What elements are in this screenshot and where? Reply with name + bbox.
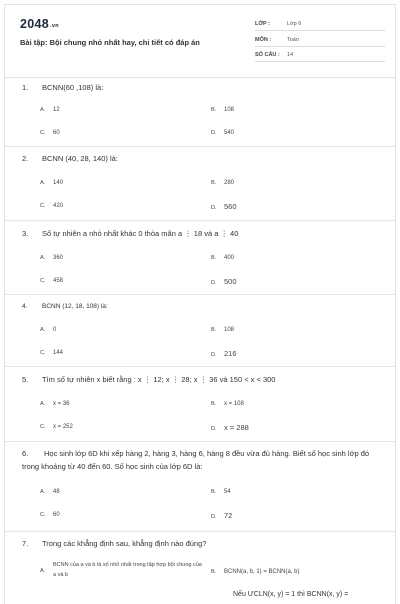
option-b[interactable] bbox=[211, 401, 244, 407]
meta-count-key: SỐ CÂU : bbox=[255, 52, 280, 58]
option-text: x = 108 bbox=[224, 401, 244, 407]
worksheet-header bbox=[5, 5, 397, 77]
option-c[interactable] bbox=[40, 130, 60, 136]
meta-count-value: 14 bbox=[287, 52, 294, 58]
option-text: 108 bbox=[224, 327, 235, 333]
question-stem bbox=[22, 229, 238, 238]
option-letter: C. bbox=[40, 130, 46, 136]
question-stem bbox=[22, 539, 206, 548]
option-a[interactable] bbox=[40, 107, 60, 113]
option-letter: D. bbox=[211, 514, 217, 520]
question-text: BCNN (40, 28, 140) là: bbox=[42, 154, 118, 163]
option-letter: A. bbox=[40, 180, 46, 186]
option-a[interactable] bbox=[40, 180, 63, 186]
question-number: 7. bbox=[22, 539, 29, 548]
option-c[interactable] bbox=[40, 278, 63, 284]
option-letter: B. bbox=[211, 569, 217, 575]
question-stem bbox=[22, 447, 374, 473]
option-d[interactable] bbox=[211, 423, 249, 432]
option-letter: B. bbox=[211, 489, 217, 495]
option-text: 540 bbox=[224, 130, 235, 136]
option-c[interactable] bbox=[40, 203, 63, 209]
option-c[interactable] bbox=[40, 424, 73, 430]
option-letter: A. bbox=[40, 327, 46, 333]
option-b[interactable] bbox=[211, 107, 234, 113]
question-number: 4. bbox=[22, 303, 28, 310]
option-text: 360 bbox=[53, 255, 64, 261]
question-divider bbox=[5, 366, 395, 367]
question-number: 1. bbox=[22, 83, 29, 92]
option-b[interactable] bbox=[211, 327, 234, 333]
question-divider bbox=[5, 146, 395, 147]
option-a[interactable] bbox=[40, 255, 63, 261]
option-text: 216 bbox=[224, 349, 237, 358]
question-number: 6. bbox=[22, 449, 29, 458]
question-number: 5. bbox=[22, 375, 29, 384]
option-c[interactable] bbox=[40, 512, 60, 518]
logo-text: 2048 bbox=[20, 17, 50, 31]
question-text: Học sinh lớp 6D khi xếp hàng 2, hàng 3, hàng 6, hàng 8 đều vừa đủ hàng. Biết số học sinh lớp đó trong khoảng từ 40 đến 60. Số học sinh của lớp 6D là: bbox=[22, 449, 370, 471]
question-number: 3. bbox=[22, 229, 29, 238]
option-letter: D. bbox=[211, 352, 217, 358]
option-text: BCNN(a, b, 1) = BCNN(a, b) bbox=[224, 569, 300, 575]
meta-class-value: Lớp 6 bbox=[287, 21, 302, 27]
option-letter: A. bbox=[40, 401, 46, 407]
option-text: 140 bbox=[53, 180, 64, 186]
option-letter: A. bbox=[40, 255, 46, 261]
question-divider bbox=[5, 220, 395, 221]
option-a[interactable] bbox=[40, 560, 203, 580]
question-stem bbox=[22, 375, 275, 384]
meta-subject bbox=[255, 34, 385, 47]
option-text: 60 bbox=[53, 130, 60, 136]
option-c[interactable] bbox=[40, 350, 63, 356]
question-divider bbox=[5, 531, 395, 532]
option-letter: B. bbox=[211, 401, 217, 407]
option-letter: C. bbox=[40, 350, 46, 356]
question-text: Số tự nhiên a nhỏ nhất khác 0 thỏa mãn a ⋮ 18 và a ⋮ 40 bbox=[42, 229, 239, 238]
option-b[interactable] bbox=[211, 569, 300, 575]
option-text: 458 bbox=[53, 278, 64, 284]
logo-tld: .vn bbox=[50, 23, 59, 29]
option-letter: A. bbox=[40, 567, 46, 574]
option-text: 48 bbox=[53, 489, 60, 495]
option-text: 560 bbox=[224, 202, 237, 211]
option-b[interactable] bbox=[211, 489, 231, 495]
option-letter: A. bbox=[40, 489, 46, 495]
option-b[interactable] bbox=[211, 255, 234, 261]
option-d[interactable] bbox=[211, 202, 237, 211]
option-text: 0 bbox=[53, 327, 57, 333]
option-a[interactable] bbox=[40, 327, 56, 333]
meta-count bbox=[255, 49, 385, 62]
question-text: BCNN(60 ,108) là: bbox=[42, 83, 104, 92]
option-letter: D. bbox=[211, 426, 217, 432]
option-d[interactable] bbox=[211, 130, 234, 136]
option-text: x = 252 bbox=[53, 424, 73, 430]
option-letter: B. bbox=[211, 107, 217, 113]
option-a[interactable] bbox=[40, 401, 70, 407]
option-text: 420 bbox=[53, 203, 64, 209]
question-text: Trong các khẳng định sau, khẳng định nào đúng? bbox=[42, 539, 207, 548]
question-number: 2. bbox=[22, 154, 29, 163]
option-text: 108 bbox=[224, 107, 235, 113]
option-letter: A. bbox=[40, 107, 46, 113]
option-d[interactable] bbox=[211, 511, 232, 520]
page-title: Bài tập: Bội chung nhỏ nhất hay, chi tiết có đáp án bbox=[20, 38, 200, 47]
option-text: 54 bbox=[224, 489, 231, 495]
option-letter: C. bbox=[40, 203, 46, 209]
option-text: x = 36 bbox=[53, 401, 70, 407]
question-stem bbox=[22, 154, 118, 163]
option-text: 500 bbox=[224, 277, 237, 286]
option-letter: C. bbox=[40, 278, 46, 284]
option-text: 60 bbox=[53, 512, 60, 518]
header-divider bbox=[5, 77, 395, 78]
option-text: 280 bbox=[224, 180, 235, 186]
question-text: Tìm số tự nhiên x biết rằng : x ⋮ 12; x ⋮ 28; x ⋮ 36 và 150 < x < 300 bbox=[42, 375, 276, 384]
option-letter: B. bbox=[211, 255, 217, 261]
meta-subject-key: MÔN : bbox=[255, 37, 272, 43]
meta-class-key: LỚP : bbox=[255, 21, 270, 27]
question-text: BCNN (12, 18, 108) là: bbox=[42, 303, 108, 310]
option-letter: B. bbox=[211, 180, 217, 186]
question-stem bbox=[22, 83, 103, 92]
option-letter: D. bbox=[211, 205, 217, 211]
option-text: x = 288 bbox=[224, 423, 249, 432]
meta-class bbox=[255, 18, 385, 31]
site-logo[interactable] bbox=[20, 17, 59, 31]
option-letter: B. bbox=[211, 327, 217, 333]
option-text: 400 bbox=[224, 255, 235, 261]
option-letter: D. bbox=[211, 130, 217, 136]
option-letter: D. bbox=[211, 280, 217, 286]
option-d[interactable] bbox=[211, 349, 237, 358]
option-text: 144 bbox=[53, 350, 64, 356]
question-divider bbox=[5, 294, 395, 295]
question-stem bbox=[22, 303, 108, 310]
question-divider bbox=[5, 441, 395, 442]
option-a[interactable] bbox=[40, 489, 60, 495]
option-text: 12 bbox=[53, 107, 60, 113]
option-letter: C. bbox=[40, 424, 46, 430]
option-text: BCNN của a và b là số nhỏ nhất trong tập hợp bội chung của a và b bbox=[53, 562, 202, 578]
option-b[interactable] bbox=[211, 180, 234, 186]
option-text: 72 bbox=[224, 511, 233, 520]
worksheet-page bbox=[4, 4, 396, 604]
option-letter: C. bbox=[40, 512, 46, 518]
option-d[interactable] bbox=[211, 277, 237, 286]
meta-subject-value: Toán bbox=[287, 37, 299, 43]
option-c-partial[interactable]: Nếu ƯCLN(x, y) = 1 thì BCNN(x, y) = bbox=[233, 591, 349, 598]
